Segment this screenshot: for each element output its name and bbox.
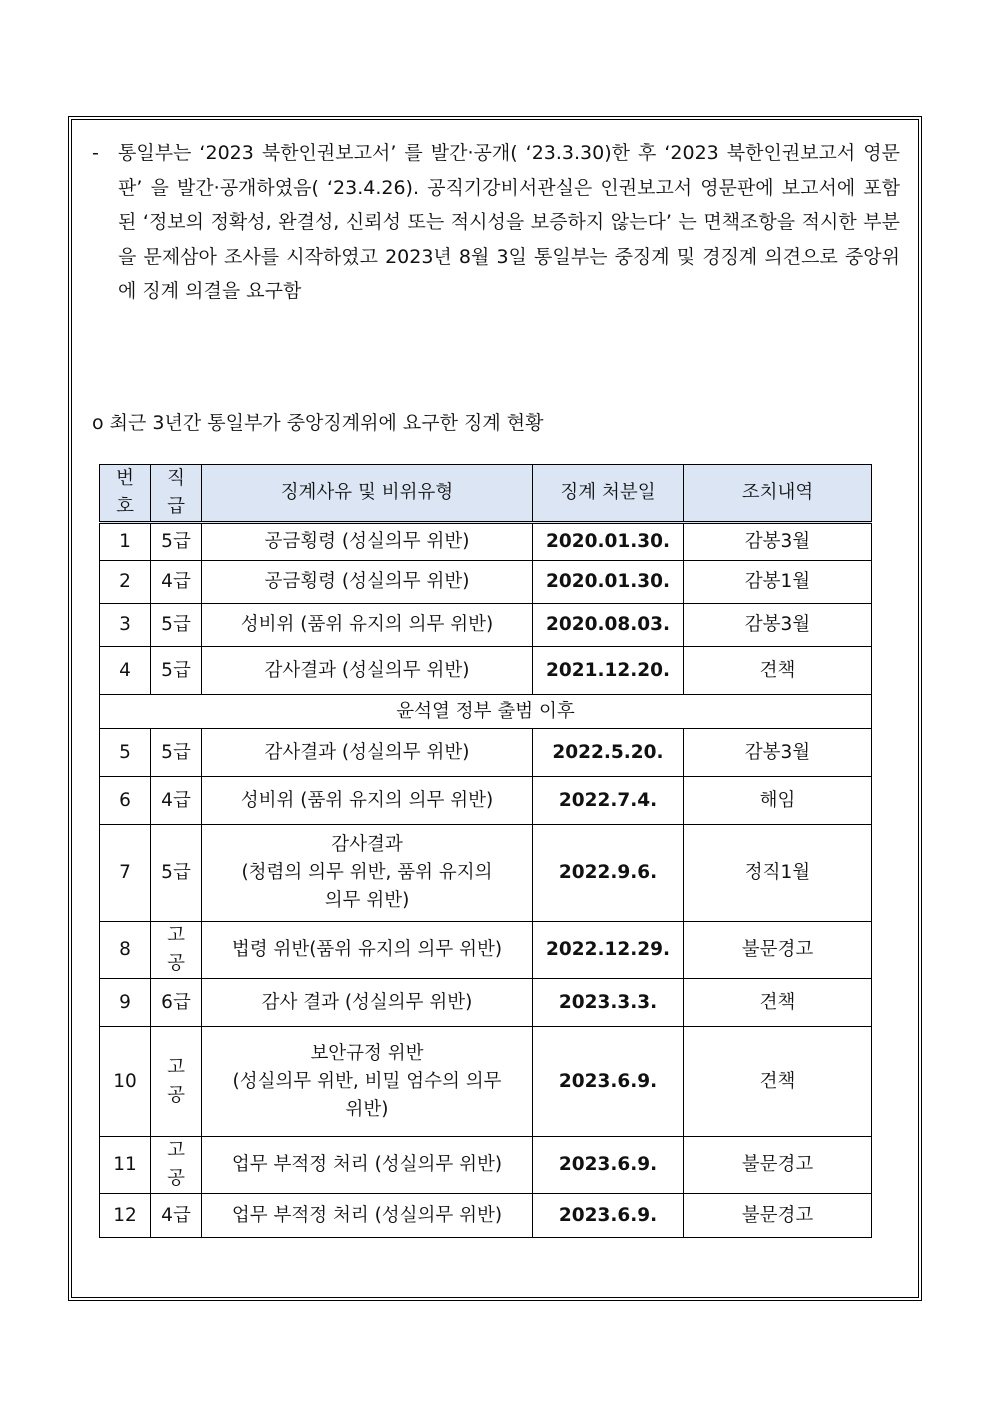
cell-date: 2023.3.3. xyxy=(533,979,684,1027)
cell-no: 9 xyxy=(100,979,151,1027)
header-action: 조치내역 xyxy=(684,465,872,523)
divider-label: 윤석열 정부 출범 이후 xyxy=(100,695,872,729)
cell-action: 감봉3월 xyxy=(684,729,872,777)
cell-action: 견책 xyxy=(684,979,872,1027)
cell-rank: 4급 xyxy=(151,1194,202,1238)
cell-action: 감봉1월 xyxy=(684,561,872,604)
cell-reason: 업무 부적정 처리 (성실의무 위반) xyxy=(202,1194,533,1238)
header-date: 징계 처분일 xyxy=(533,465,684,523)
cell-action: 감봉3월 xyxy=(684,523,872,561)
cell-no: 8 xyxy=(100,922,151,979)
paragraph-text: 통일부는 ‘2023 북한인권보고서’ 를 발간·공개( ‘23.3.30)한 후 ‘2023 북한인권보고서 영문판’ 을 발간·공개하였음( ‘23.4.26). 공직기강비서관실은 인권보고서 영문판에 보고서에 포함된 ‘정보의 정확성, 완결성, 신뢰성 또는 적시성을 보증하지 않는다’ 는 면책조항을 적시한 부분을 문제삼아 조사를 시작하였고 2023년 8월 3일 통일부는 중징계 및 경징계 의견으로 중앙위에 징계 의결을 요구함 xyxy=(118,142,900,302)
cell-rank: 4급 xyxy=(151,561,202,604)
cell-action: 불문경고 xyxy=(684,1194,872,1238)
cell-reason: 법령 위반(품위 유지의 의무 위반) xyxy=(202,922,533,979)
cell-reason: 보안규정 위반 (성실의무 위반, 비밀 엄수의 의무 위반) xyxy=(202,1027,533,1137)
cell-action: 불문경고 xyxy=(684,1137,872,1194)
cell-date: 2020.01.30. xyxy=(533,561,684,604)
cell-date: 2020.01.30. xyxy=(533,523,684,561)
cell-reason: 성비위 (품위 유지의 의무 위반) xyxy=(202,777,533,825)
cell-rank: 5급 xyxy=(151,729,202,777)
cell-rank: 고 공 xyxy=(151,1137,202,1194)
cell-reason: 공금횡령 (성실의무 위반) xyxy=(202,523,533,561)
cell-no: 12 xyxy=(100,1194,151,1238)
cell-action: 정직1월 xyxy=(684,825,872,922)
cell-date: 2022.7.4. xyxy=(533,777,684,825)
cell-rank: 고 공 xyxy=(151,922,202,979)
table-row xyxy=(100,647,872,695)
table-row xyxy=(100,1137,872,1194)
table-row xyxy=(100,922,872,979)
cell-action: 해임 xyxy=(684,777,872,825)
section-heading: o 최근 3년간 통일부가 중앙징계위에 요구한 징계 현황 xyxy=(92,412,544,434)
cell-no: 10 xyxy=(100,1027,151,1137)
header-rank: 직 급 xyxy=(151,465,202,523)
cell-date: 2022.9.6. xyxy=(533,825,684,922)
cell-date: 2022.12.29. xyxy=(533,922,684,979)
cell-reason: 감사결과 (성실의무 위반) xyxy=(202,729,533,777)
cell-rank: 4급 xyxy=(151,777,202,825)
table-row xyxy=(100,825,872,922)
table-row xyxy=(100,604,872,647)
table-row xyxy=(100,561,872,604)
cell-action: 견책 xyxy=(684,1027,872,1137)
table-header-row xyxy=(100,465,872,523)
table-row xyxy=(100,729,872,777)
cell-action: 견책 xyxy=(684,647,872,695)
paragraph-dash: - xyxy=(92,142,99,164)
body-paragraph xyxy=(92,136,900,309)
cell-reason: 감사결과 (성실의무 위반) xyxy=(202,647,533,695)
cell-reason: 성비위 (품위 유지의 의무 위반) xyxy=(202,604,533,647)
cell-date: 2023.6.9. xyxy=(533,1194,684,1238)
cell-rank: 고 공 xyxy=(151,1027,202,1137)
cell-reason: 감사 결과 (성실의무 위반) xyxy=(202,979,533,1027)
cell-no: 3 xyxy=(100,604,151,647)
table-row xyxy=(100,1027,872,1137)
cell-no: 1 xyxy=(100,523,151,561)
table-row xyxy=(100,1194,872,1238)
cell-no: 6 xyxy=(100,777,151,825)
table-row xyxy=(100,523,872,561)
cell-rank: 5급 xyxy=(151,604,202,647)
cell-reason: 감사결과 (청렴의 의무 위반, 품위 유지의 의무 위반) xyxy=(202,825,533,922)
cell-action: 불문경고 xyxy=(684,922,872,979)
cell-rank: 6급 xyxy=(151,979,202,1027)
cell-date: 2023.6.9. xyxy=(533,1027,684,1137)
cell-date: 2023.6.9. xyxy=(533,1137,684,1194)
cell-action: 감봉3월 xyxy=(684,604,872,647)
cell-rank: 5급 xyxy=(151,825,202,922)
header-reason: 징계사유 및 비위유형 xyxy=(202,465,533,523)
cell-no: 7 xyxy=(100,825,151,922)
cell-no: 2 xyxy=(100,561,151,604)
cell-date: 2022.5.20. xyxy=(533,729,684,777)
cell-rank: 5급 xyxy=(151,523,202,561)
cell-date: 2020.08.03. xyxy=(533,604,684,647)
cell-no: 4 xyxy=(100,647,151,695)
header-no: 번 호 xyxy=(100,465,151,523)
cell-date: 2021.12.20. xyxy=(533,647,684,695)
cell-no: 11 xyxy=(100,1137,151,1194)
cell-rank: 5급 xyxy=(151,647,202,695)
discipline-table xyxy=(99,464,872,1238)
table-row xyxy=(100,979,872,1027)
table-divider-row xyxy=(100,695,872,729)
table-row xyxy=(100,777,872,825)
cell-no: 5 xyxy=(100,729,151,777)
cell-reason: 업무 부적정 처리 (성실의무 위반) xyxy=(202,1137,533,1194)
cell-reason: 공금횡령 (성실의무 위반) xyxy=(202,561,533,604)
